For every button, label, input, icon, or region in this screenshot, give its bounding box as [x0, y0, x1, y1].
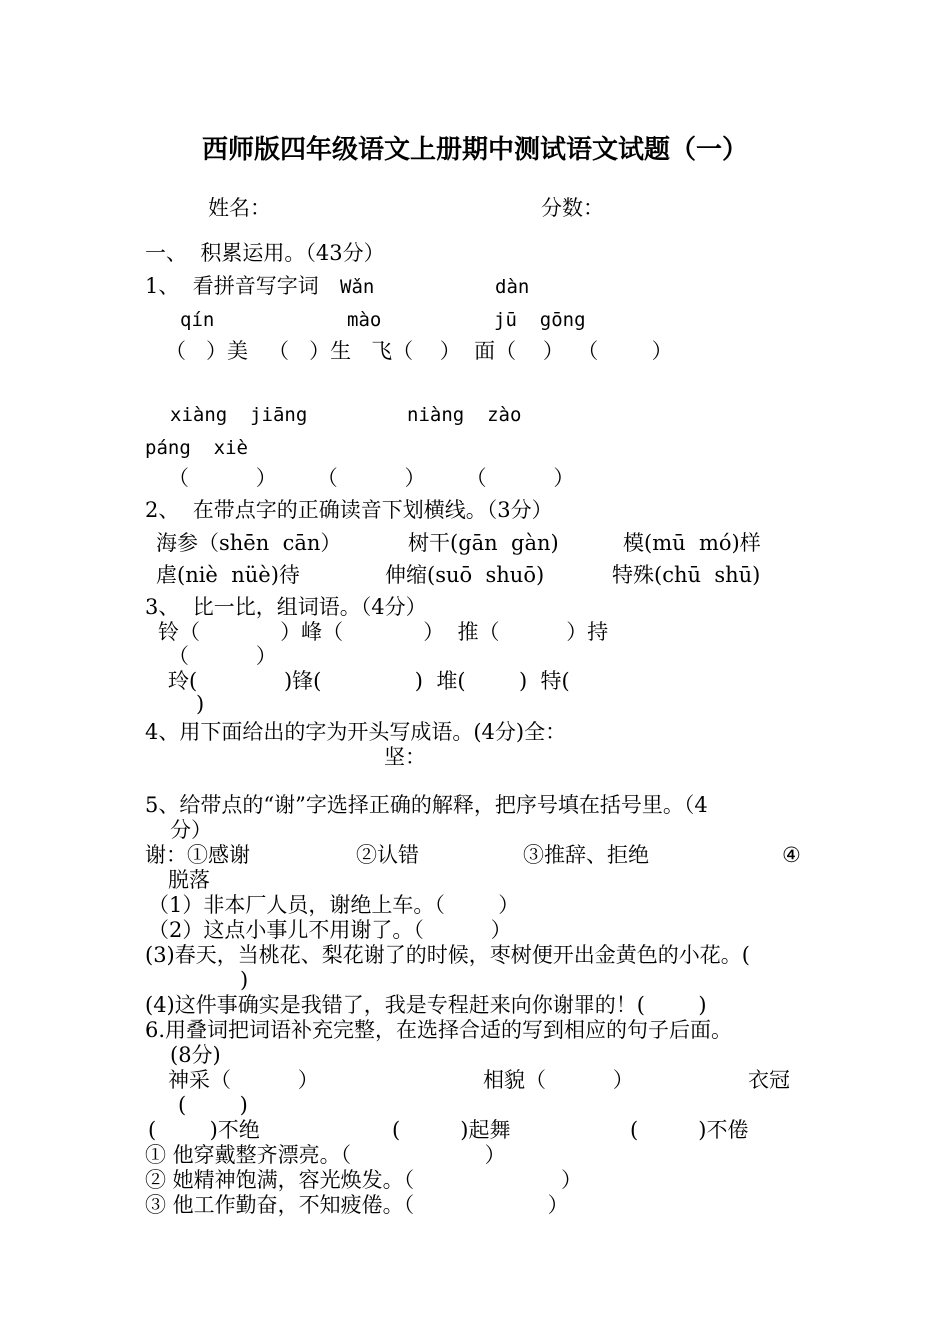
q6-sentence-3: ③ 他工作勤奋，不知疲倦。（ ） — [145, 1193, 569, 1217]
q5-item-1: （1）非本厂人员，谢绝上车。（ ） — [148, 893, 520, 917]
q3-line-2-wrap: ) — [196, 692, 205, 716]
q3-line-2: 玲( )锋( ) 堆( ) 特( — [168, 669, 570, 693]
q1-pinyin-niangzao: niàng zào — [407, 404, 522, 426]
q1-pinyin-mao: mào — [347, 309, 382, 331]
q1-pinyin-jugong: jū gōng — [494, 309, 586, 331]
q6-sentence-1: ① 他穿戴整齐漂亮。（ ） — [145, 1143, 506, 1167]
q2-item-shensuo: 伸缩(suō shuō) — [385, 563, 545, 587]
q6-word-xiangmao: 相貌（ ） — [483, 1068, 634, 1092]
q6-heading: 6.用叠词把词语补充完整，在选择合适的写到相应的句子后面。 — [145, 1018, 733, 1042]
q2-item-teshu: 特殊(chū shū) — [612, 563, 761, 587]
q1-pinyin-qin: qín — [180, 309, 215, 331]
q2-item-nuedai: 虐(niè nüè)待 — [156, 563, 300, 587]
q6-word-qiwu: ( )起舞 — [392, 1118, 511, 1142]
q5-item-3-wrap: ) — [240, 968, 249, 992]
q5-heading: 5、给带点的“谢”字选择正确的解释，把序号填在括号里。（4 — [145, 793, 708, 817]
q6-word-bujuan: ( )不倦 — [630, 1118, 749, 1142]
q5-item-2: （2）这点小事儿不用谢了。（ ） — [148, 918, 512, 942]
q6-word-shencai: 神采（ ） — [168, 1068, 319, 1092]
q1-pinyin-dan: dàn — [495, 276, 530, 298]
q3-line-1: 铃（ ）峰（ ） 推（ ）持 — [158, 620, 609, 644]
section-1-heading: 一、 积累运用。（43分） — [145, 241, 385, 265]
q5-option-4: ④ — [782, 843, 801, 867]
q3-heading: 3、 比一比，组词语。（4分） — [145, 595, 427, 619]
q1-heading: 1、 看拼音写字词 — [145, 274, 319, 298]
q6-word-buzjue: ( )不绝 — [148, 1118, 260, 1142]
q6-sentence-2: ② 她精神饱满，容光焕发。（ ） — [145, 1168, 583, 1192]
q1-blank-row-2: （ ） （ ） （ ） — [168, 466, 575, 490]
score-label: 分数： — [541, 196, 604, 220]
q2-item-moyang: 模(mū mó)样 — [623, 531, 761, 555]
q5-item-3: (3)春天，当桃花、梨花谢了的时候，枣树便开出金黄色的小花。( — [145, 943, 750, 967]
q6-heading-wrap: (8分) — [170, 1043, 221, 1067]
q1-pinyin-wan: Wǎn — [340, 276, 375, 298]
q1-pinyin-xiangjiang: xiàng jiāng — [170, 404, 308, 426]
q2-item-shugan: 树干(gān gàn) — [408, 531, 559, 555]
q5-option-2: ②认错 — [356, 843, 419, 867]
q3-line-1-wrap: （ ） — [168, 644, 277, 668]
q1-blank-row-1: （ ）美 （ ）生 飞（ ） 面（ ） （ ） — [165, 339, 673, 363]
q2-heading: 2、 在带点字的正确读音下划横线。（3分） — [145, 498, 553, 522]
q6-word-yiguan: 衣冠 — [748, 1068, 790, 1092]
q4-line-2: 坚： — [384, 745, 426, 769]
q5-option-1: 谢：①感谢 — [145, 843, 250, 867]
q1-pinyin-pangxie: páng xiè — [145, 437, 248, 459]
q2-item-haishen: 海参（shēn cān） — [156, 531, 342, 555]
q4-heading: 4、用下面给出的字为开头写成语。(4分)全： — [145, 720, 567, 744]
q5-option-3: ③推辞、拒绝 — [523, 843, 649, 867]
q6-word-yiguan-wrap: ( ) — [178, 1093, 248, 1117]
name-label: 姓名： — [208, 196, 271, 220]
q5-option-4-wrap: 脱落 — [168, 868, 210, 892]
q5-heading-wrap: 分） — [170, 818, 212, 842]
page-title: 西师版四年级语文上册期中测试语文试题（一） — [201, 135, 748, 165]
q5-item-4: (4)这件事确实是我错了，我是专程赶来向你谢罪的！( ) — [145, 993, 707, 1017]
